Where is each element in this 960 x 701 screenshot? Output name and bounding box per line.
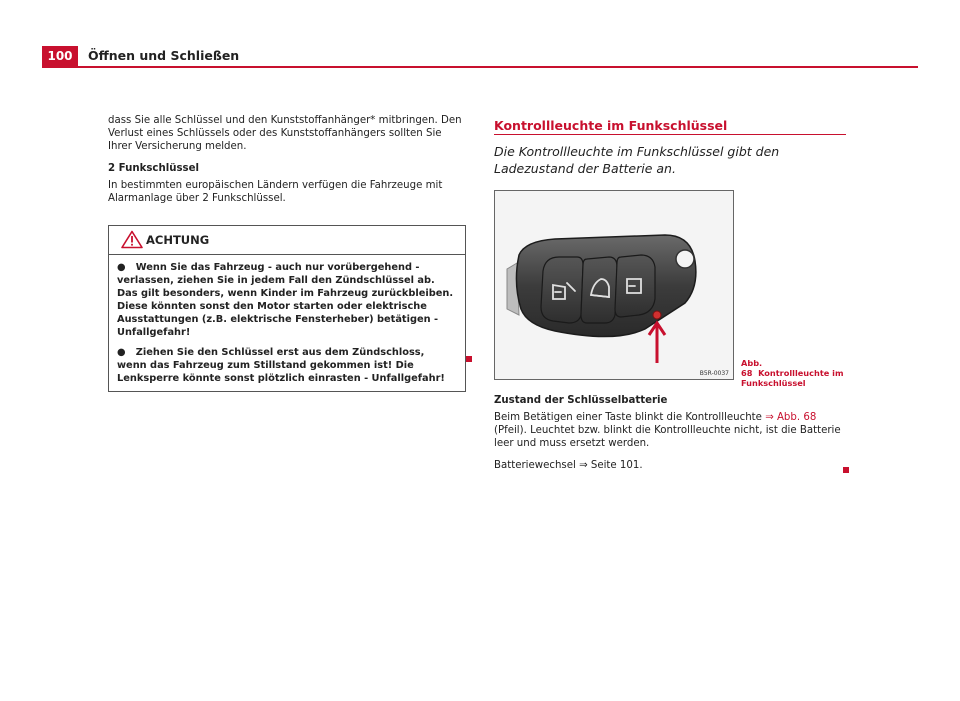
intro-paragraph: dass Sie alle Schlüssel und den Kunststoffanhänger* mitbringen. Den Verlust eines Schlüssels oder des Kunststoffanhängers sollten Sie Ihrer Versicherung melden. bbox=[108, 115, 462, 152]
caption-label: Abb. 68 bbox=[741, 358, 763, 378]
warning-item-text: Wenn Sie das Fahrzeug - auch nur vorübergehend - verlassen, ziehen Sie in jedem Fall den Zündschlüssel ab. Das gilt besonders, wenn Kinder im Fahrzeug zurückbleiben. Diese könnten sonst den Motor starten oder elektrische Ausstattungen (z.B. elektrische Fensterheber) betätigen - Unfallgefahr! bbox=[117, 262, 454, 338]
body-paragraph: In bestimmten europäischen Ländern verfügen die Fahrzeuge mit Alarmanlage über 2 Funkschlüssel. bbox=[108, 180, 443, 204]
section-end-mark bbox=[843, 467, 849, 473]
header-rule bbox=[42, 66, 918, 68]
status-paragraph bbox=[494, 411, 850, 450]
warning-item bbox=[117, 346, 457, 385]
text-span: (Pfeil). Leuchtet bzw. blinkt die Kontrollleuchte nicht, ist die Batterie leer und muss ersetzt werden. bbox=[494, 425, 841, 449]
caption-text: Kontrollleuchte im Funkschlüssel bbox=[741, 368, 844, 388]
text-span: Beim Betätigen einer Taste blinkt die Kontrollleuchte bbox=[494, 412, 766, 423]
warning-body bbox=[109, 255, 465, 391]
figure-caption bbox=[741, 358, 851, 388]
bullet-icon: ● bbox=[117, 262, 126, 273]
warning-header bbox=[109, 226, 465, 255]
remote-key-illustration bbox=[495, 191, 733, 379]
warning-item bbox=[117, 261, 457, 339]
warning-box bbox=[108, 225, 466, 392]
figure-key-image bbox=[494, 190, 734, 380]
section-end-mark bbox=[466, 356, 472, 362]
right-column bbox=[494, 394, 850, 481]
section-lead: Die Kontrollleuchte im Funkschlüssel gibt den Ladezustand der Batterie an. bbox=[494, 144, 780, 176]
battery-change-reference[interactable]: Batteriewechsel ⇒ Seite 101. bbox=[494, 460, 643, 471]
warning-triangle-icon bbox=[121, 230, 143, 249]
warning-title: ACHTUNG bbox=[146, 233, 210, 247]
left-column bbox=[108, 114, 464, 214]
section-title: Kontrollleuchte im Funkschlüssel bbox=[494, 118, 728, 133]
figure-code: B5R-0037 bbox=[699, 370, 729, 377]
header-title: Öffnen und Schließen bbox=[88, 48, 240, 63]
bullet-icon: ● bbox=[117, 347, 126, 358]
page-number: 100 bbox=[42, 46, 78, 66]
section-rule bbox=[494, 134, 846, 135]
figure-reference-link[interactable]: ⇒ Abb. 68 bbox=[765, 412, 817, 423]
subheading-funkschluessel: 2 Funkschlüssel bbox=[108, 163, 199, 174]
subheading-batterie: Zustand der Schlüsselbatterie bbox=[494, 395, 668, 406]
warning-item-text: Ziehen Sie den Schlüssel erst aus dem Zündschloss, wenn das Fahrzeug zum Stillstand gekommen ist! Die Lenksperre könnte sonst plötzlich einrasten - Unfallgefahr! bbox=[117, 347, 445, 384]
